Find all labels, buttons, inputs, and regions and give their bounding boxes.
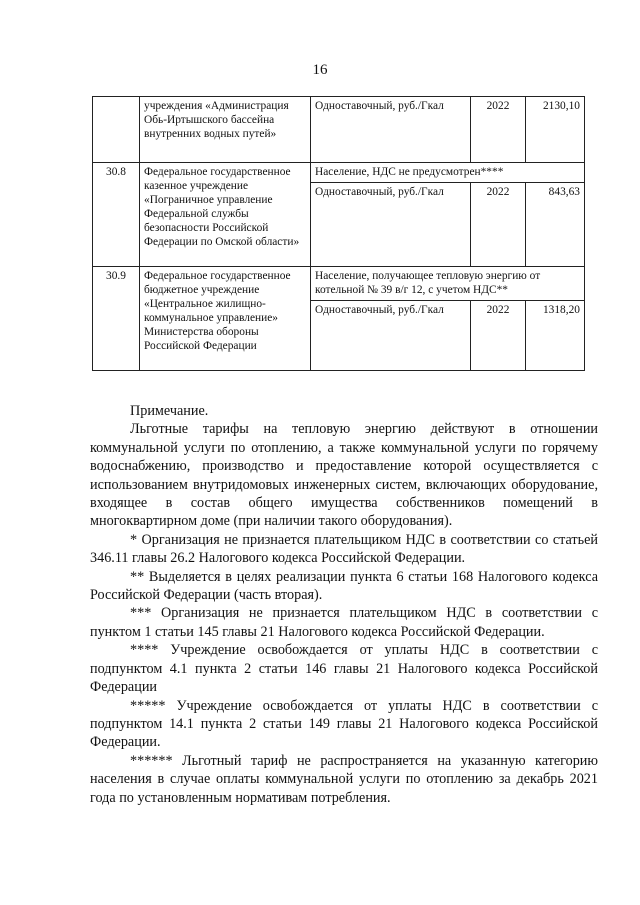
table-row — [93, 267, 585, 301]
footnote-4: **** Учреждение освобождается от уплаты НДС в соответствии с подпунктом 4.1 пункта 2 статьи 146 главы 21 Налогового кодекса Российской Федерации — [90, 642, 598, 696]
footnote-3: *** Организация не признается плательщиком НДС в соответствии с пунктом 1 статьи 145 главы 21 Налогового кодекса Российской Федерации. — [90, 605, 598, 640]
footnote-5: ***** Учреждение освобождается от уплаты НДС в соответствии с подпунктом 14.1 пункта 2 статьи 149 главы 21 Налогового кодекса Российской Федерации. — [90, 697, 598, 751]
tariff-type: Одноставочный, руб./Гкал — [311, 97, 471, 163]
tariff-year: 2022 — [471, 301, 526, 371]
organization-name: Федеральное государственное бюджетное учреждение «Центральное жилищно-коммунальное управление» Министерства обороны Российской Федерации — [140, 267, 311, 371]
note-paragraph: Льготные тарифы на тепловую энергию действуют в отношении коммунальной услуги по отоплению, а также коммунальной услуги по горячему водоснабжению, производство и предоставление которой осуществляется с использованием внутридомовых инженерных систем, включающих оборудование, входящее в состав общего имущества собственников помещений в многоквартирном доме (при наличии такого оборудования). — [90, 421, 598, 530]
tariff-value: 1318,20 — [526, 301, 585, 371]
footnote-6: ****** Льготный тариф не распространяется на указанную категорию населения в случае оплаты коммунальной услуги по отоплению за декабрь 2021 года по установленным нормативам потребления. — [90, 752, 598, 806]
tariff-table — [92, 96, 585, 371]
tariff-type: Одноставочный, руб./Гкал — [311, 183, 471, 267]
tariff-value: 843,63 — [526, 183, 585, 267]
organization-name: учреждения «Администрация Обь-Иртышского бассейна внутренних водных путей» — [140, 97, 311, 163]
row-number: 30.9 — [93, 267, 140, 371]
consumer-group: Население, НДС не предусмотрен**** — [311, 163, 585, 183]
row-number — [93, 97, 140, 163]
notes-heading: Примечание. — [130, 403, 209, 419]
table-row — [93, 163, 585, 183]
organization-name: Федеральное государственное казенное учреждение «Пограничное управление Федеральной службы безопасности Российской Федерации по Омской области» — [140, 163, 311, 267]
footnote-1: * Организация не признается плательщиком НДС в соответствии со статьей 346.11 главы 26.2 Налогового кодекса Российской Федерации. — [90, 531, 598, 567]
tariff-year: 2022 — [471, 97, 526, 163]
tariff-year: 2022 — [471, 183, 526, 267]
notes-section — [90, 402, 598, 807]
tariff-type: Одноставочный, руб./Гкал — [311, 301, 471, 371]
table-row — [93, 97, 585, 163]
tariff-value: 2130,10 — [526, 97, 585, 163]
footnote-2: ** Выделяется в целях реализации пункта 6 статьи 168 Налогового кодекса Российской Федерации (часть вторая). — [90, 568, 598, 604]
row-number: 30.8 — [93, 163, 140, 267]
page-number: 16 — [312, 62, 328, 78]
consumer-group: Население, получающее тепловую энергию от котельной № 39 в/г 12, с учетом НДС** — [311, 267, 585, 301]
